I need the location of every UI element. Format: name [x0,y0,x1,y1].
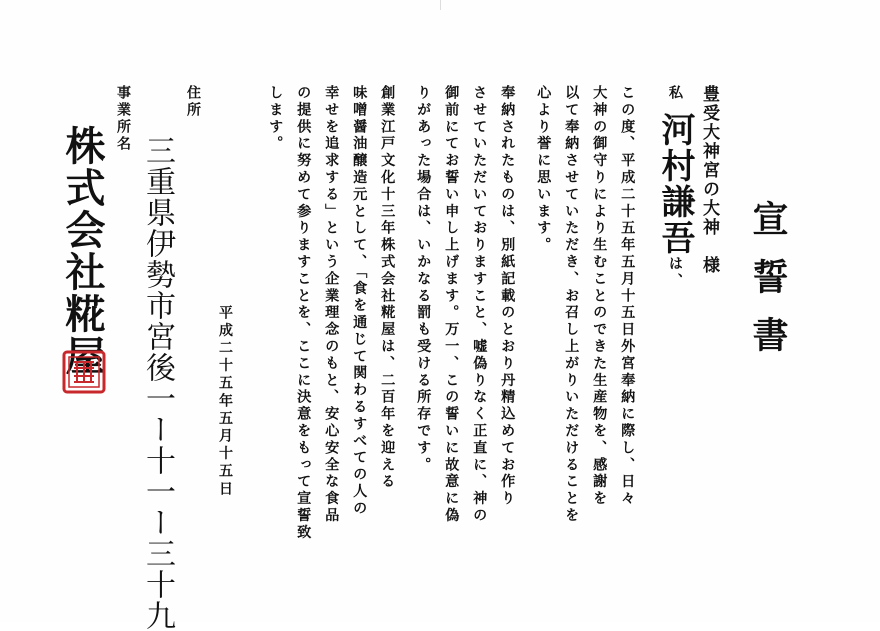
pledge-date: 平成二十五年五月十五日 [217,305,233,499]
body-line-3: 以て奉納させていただき、お召し上がりいただけることを [563,85,580,525]
body-line-13: します。 [267,85,284,153]
body-line-8: りがあった場合は、いかなる罰も受ける所存です。 [415,85,432,474]
address-label: 住所 [185,85,201,119]
addressee: 豊受大神宮の大神 様 [699,85,719,275]
body-line-5: 奉納されたものは、別紙記載のとおり丹精込めてお作り [499,85,516,508]
pledger-suffix: は、 [667,255,683,290]
pledger-line [655,85,695,290]
office-label: 事業所名 [115,85,131,153]
body-line-10: 味噌醤油醸造元として、「食を通じて関わるすべての人の [351,85,368,518]
body-line-11: 幸せを追求する」という企業理念のもと、安心安全な食品 [323,85,340,525]
company-seal-stamp [62,350,106,394]
address-value: 三重県伊勢市宮後一ー十一ー三十九 [140,135,175,631]
body-line-12: の提供に努めて参りますことを、ここに決意をもって宣誓致 [295,85,312,542]
pledger-prefix: 私 [667,85,683,102]
pledger-name: 河村謙吾 [655,111,695,256]
body-line-9: 創業江戸文化十三年株式会社糀屋は、二百年を迎える [379,85,396,491]
document-title: 宣誓書 [747,200,789,374]
body-line-4: 心より誉に思います。 [535,85,552,254]
body-line-7: 御前にてお誓い申し上げます。万一、この誓いに故意に偽 [443,85,460,525]
body-line-1: この度、平成二十五年五月十五日外宮奉納に際し、日々 [619,85,636,508]
body-line-6: させていただいておりますこと、嘘偽りなく正直に、神の [471,85,488,525]
body-line-2: 大神の御守りにより生むことのできた生産物を、感謝を [591,85,608,508]
company-name: 株式会社糀屋 [59,125,106,377]
fold-mark [440,0,441,10]
